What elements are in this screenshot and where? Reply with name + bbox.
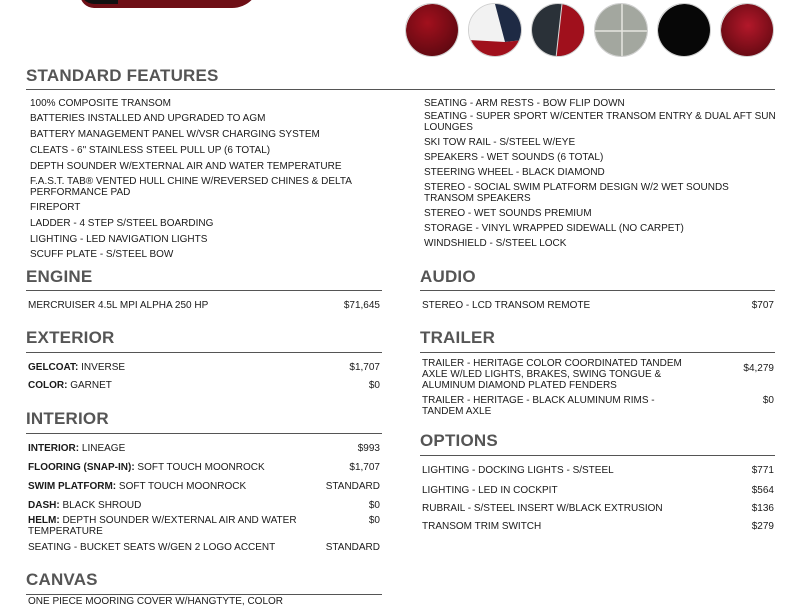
exterior-rule bbox=[26, 352, 382, 353]
trailer-rule bbox=[420, 352, 775, 353]
exterior-row-price: $1,707 bbox=[349, 362, 380, 373]
exterior-row-text: INVERSE bbox=[78, 362, 126, 373]
interior-row-category: HELM: bbox=[28, 515, 60, 526]
interior-row-label bbox=[28, 481, 300, 492]
boat-hull-detail bbox=[80, 0, 118, 4]
exterior-row-label bbox=[28, 380, 300, 391]
trailer-row-text: TRAILER - HERITAGE - BLACK ALUMINUM RIMS - TANDEM AXLE bbox=[422, 395, 655, 417]
engine-row-price: $71,645 bbox=[343, 300, 380, 311]
interior-row-category: FLOORING (SNAP-IN): bbox=[28, 462, 135, 473]
swatch-white-red-blue bbox=[468, 3, 522, 57]
standard-feature-item: F.A.S.T. TAB® VENTED HULL CHINE W/REVERSED CHINES & DELTA PERFORMANCE PAD bbox=[30, 176, 352, 198]
swatch-black bbox=[657, 3, 711, 57]
interior-row-text: BLACK SHROUD bbox=[59, 500, 142, 511]
audio-row-text: STEREO - LCD TRANSOM REMOTE bbox=[422, 300, 591, 311]
interior-row-price: $0 bbox=[368, 500, 380, 511]
trailer-row-text: TRAILER - HERITAGE COLOR COORDINATED TANDEM AXLE W/LED LIGHTS, BRAKES, SWING TONGUE & ALUMINUM DIAMOND PLATED FENDERS bbox=[422, 358, 682, 391]
interior-row-label bbox=[28, 500, 300, 511]
standard-feature-item: STEREO - WET SOUNDS PREMIUM bbox=[424, 208, 592, 219]
options-row-text: LIGHTING - DOCKING LIGHTS - S/STEEL bbox=[422, 465, 614, 476]
standard-feature-item: STEREO - SOCIAL SWIM PLATFORM DESIGN W/2 WET SOUNDS TRANSOM SPEAKERS bbox=[424, 182, 729, 204]
standard-feature-item: SEATING - ARM RESTS - BOW FLIP DOWN bbox=[424, 98, 625, 109]
options-row-label bbox=[422, 485, 694, 496]
interior-row-price: $1,707 bbox=[349, 462, 380, 473]
boat-image bbox=[80, 0, 260, 8]
exterior-row-text: GARNET bbox=[67, 380, 112, 391]
standard-feature-item: WINDSHIELD - S/STEEL LOCK bbox=[424, 238, 567, 249]
options-row-price: $564 bbox=[751, 485, 774, 496]
engine-rule bbox=[26, 290, 382, 291]
options-row-price: $136 bbox=[751, 503, 774, 514]
engine-title: ENGINE bbox=[26, 267, 93, 286]
standard-feature-item: FIREPORT bbox=[30, 202, 81, 213]
options-row-text: RUBRAIL - S/STEEL INSERT W/BLACK EXTRUSION bbox=[422, 503, 663, 514]
standard-feature-item: DEPTH SOUNDER W/EXTERNAL AIR AND WATER TEMPERATURE bbox=[30, 161, 342, 172]
interior-row-price: $993 bbox=[357, 443, 380, 454]
interior-row-category: DASH: bbox=[28, 500, 60, 511]
options-row-label bbox=[422, 521, 694, 532]
exterior-title: EXTERIOR bbox=[26, 328, 115, 347]
canvas-rule bbox=[26, 594, 382, 595]
swatch-garnet bbox=[405, 3, 459, 57]
swatch-gray-panels bbox=[594, 3, 648, 57]
canvas-row-text: ONE PIECE MOORING COVER W/HANGTYTE, COLOR bbox=[28, 596, 284, 607]
engine-row-label bbox=[28, 300, 300, 311]
interior-row-text: SOFT TOUCH MOONROCK bbox=[134, 462, 265, 473]
trailer-row-label bbox=[422, 395, 694, 417]
interior-row-text: SOFT TOUCH MOONROCK bbox=[116, 481, 247, 492]
trailer-row-price: $0 bbox=[762, 395, 774, 406]
interior-rule bbox=[26, 433, 382, 434]
interior-row-price: STANDARD bbox=[325, 481, 380, 492]
swatch-red-glossy bbox=[720, 3, 774, 57]
standard-feature-item: BATTERIES INSTALLED AND UPGRADED TO AGM bbox=[30, 113, 266, 124]
standard-features-rule bbox=[26, 89, 775, 90]
standard-feature-item: 100% COMPOSITE TRANSOM bbox=[30, 98, 171, 109]
interior-row-label bbox=[28, 462, 300, 473]
standard-feature-item: SCUFF PLATE - S/STEEL BOW bbox=[30, 249, 174, 260]
interior-row-category: INTERIOR: bbox=[28, 443, 80, 454]
standard-feature-item: CLEATS - 6" STAINLESS STEEL PULL UP (6 TOTAL) bbox=[30, 145, 271, 156]
swatch-charcoal-red bbox=[531, 3, 585, 57]
interior-row-price: STANDARD bbox=[325, 542, 380, 553]
standard-feature-item: SPEAKERS - WET SOUNDS (6 TOTAL) bbox=[424, 152, 604, 163]
options-row-text: LIGHTING - LED IN COCKPIT bbox=[422, 485, 558, 496]
options-rule bbox=[420, 455, 775, 456]
engine-row-text: MERCRUISER 4.5L MPI ALPHA 250 HP bbox=[28, 300, 209, 311]
exterior-row-price: $0 bbox=[368, 380, 380, 391]
standard-feature-item: STEERING WHEEL - BLACK DIAMOND bbox=[424, 167, 605, 178]
options-row-price: $279 bbox=[751, 521, 774, 532]
standard-feature-item: BATTERY MANAGEMENT PANEL W/VSR CHARGING SYSTEM bbox=[30, 129, 320, 140]
interior-row-text: SEATING - BUCKET SEATS W/GEN 2 LOGO ACCENT bbox=[28, 542, 276, 553]
options-row-price: $771 bbox=[751, 465, 774, 476]
standard-feature-item: SEATING - SUPER SPORT W/CENTER TRANSOM ENTRY & DUAL AFT SUN LOUNGES bbox=[424, 111, 776, 133]
exterior-row-label bbox=[28, 362, 300, 373]
options-row-label bbox=[422, 503, 694, 514]
interior-row-text: LINEAGE bbox=[79, 443, 126, 454]
interior-row-text: DEPTH SOUNDER W/EXTERNAL AIR AND WATER TEMPERATURE bbox=[28, 515, 297, 537]
interior-row-category: SWIM PLATFORM: bbox=[28, 481, 117, 492]
canvas-title: CANVAS bbox=[26, 570, 98, 589]
audio-row-label bbox=[422, 300, 694, 311]
audio-rule bbox=[420, 290, 775, 291]
interior-row-label bbox=[28, 542, 300, 553]
options-title: OPTIONS bbox=[420, 431, 498, 450]
audio-row-price: $707 bbox=[751, 300, 774, 311]
trailer-row-price: $4,279 bbox=[743, 363, 774, 374]
options-row-label bbox=[422, 465, 694, 476]
trailer-row-label bbox=[422, 358, 694, 391]
audio-title: AUDIO bbox=[420, 267, 476, 286]
standard-feature-item: LIGHTING - LED NAVIGATION LIGHTS bbox=[30, 234, 208, 245]
exterior-row-category: COLOR: bbox=[28, 380, 68, 391]
trailer-title: TRAILER bbox=[420, 328, 496, 347]
interior-row-price: $0 bbox=[368, 515, 380, 526]
options-row-text: TRANSOM TRIM SWITCH bbox=[422, 521, 542, 532]
interior-row-label bbox=[28, 443, 300, 454]
exterior-row-category: GELCOAT: bbox=[28, 362, 79, 373]
canvas-row-label bbox=[28, 596, 300, 607]
standard-feature-item: SKI TOW RAIL - S/STEEL W/EYE bbox=[424, 137, 576, 148]
standard-feature-item: LADDER - 4 STEP S/STEEL BOARDING bbox=[30, 218, 214, 229]
interior-row-label bbox=[28, 515, 300, 537]
standard-feature-item: STORAGE - VINYL WRAPPED SIDEWALL (NO CARPET) bbox=[424, 223, 684, 234]
interior-title: INTERIOR bbox=[26, 409, 109, 428]
standard-features-title: STANDARD FEATURES bbox=[26, 66, 219, 85]
